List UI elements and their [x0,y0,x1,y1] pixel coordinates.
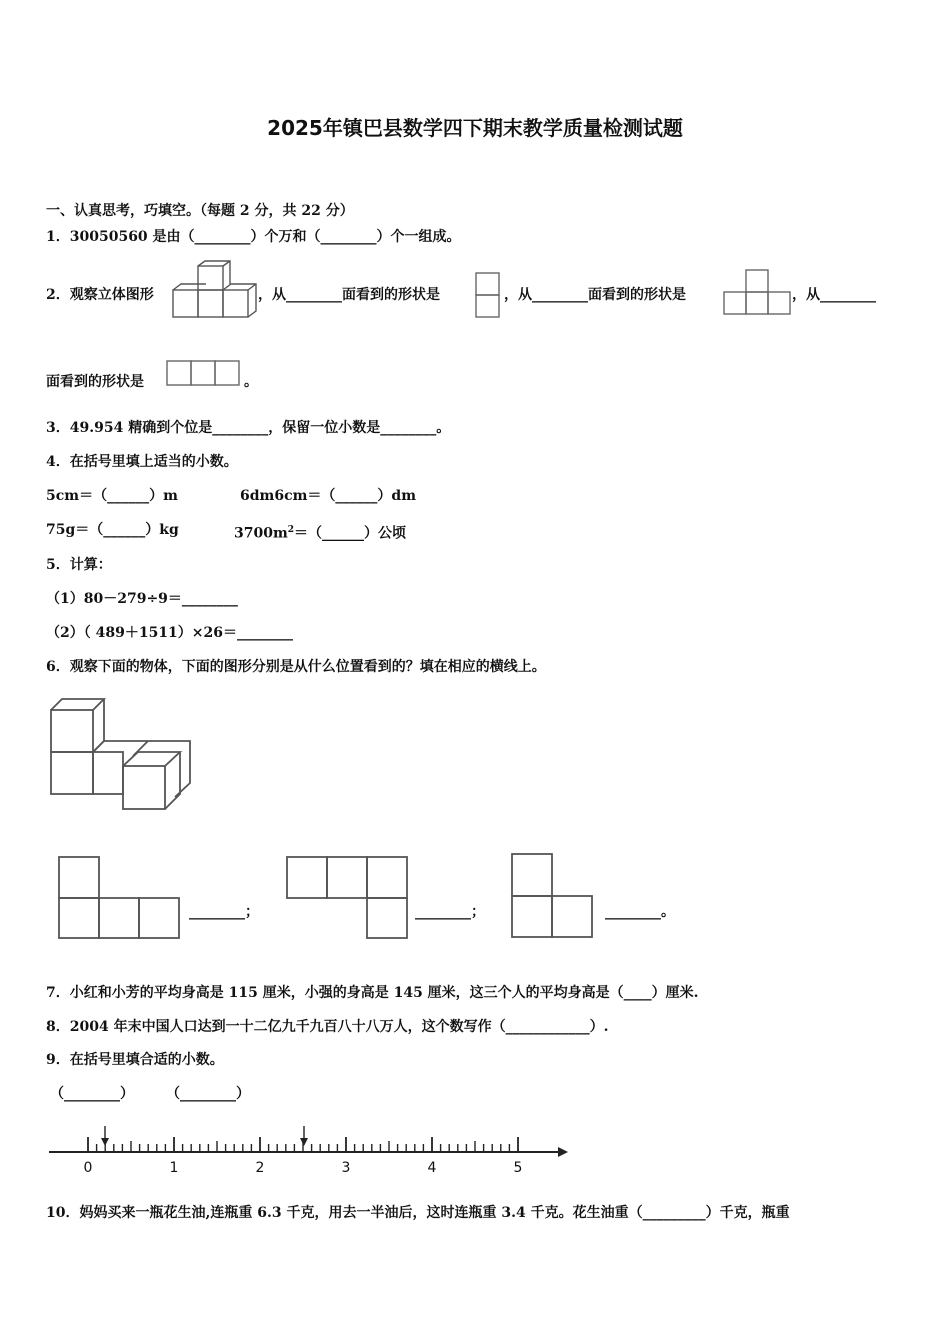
number-line-label: 1 [169,1160,179,1176]
number-line-label: 0 [83,1160,93,1176]
object-3d-icon [48,696,194,812]
question-4-b: 6dm6cm＝（______）dm [240,488,417,504]
number-line-arrowhead [558,1147,568,1157]
question-9-blank-2: （________） [166,1086,250,1102]
question-2-part5: 面看到的形状是 [46,374,144,390]
section-heading: 一、认真思考，巧填空。（每题 2 分，共 22 分） [46,203,354,219]
view-t-shape-icon [723,269,793,316]
view-three-row-icon [166,360,242,386]
question-8: 8．2004 年末中国人口达到一十二亿九千九百八十八万人，这个数写作（____________）. [46,1019,609,1035]
question-4-a: 5cm＝（______）m [46,488,178,504]
question-6: 6．观察下面的物体，下面的图形分别是从什么位置看到的？填在相应的横线上。 [46,659,546,675]
question-3: 3．49.954 精确到个位是________，保留一位小数是________。 [46,420,451,436]
number-line-label: 4 [427,1160,437,1176]
number-line-label: 5 [513,1160,523,1176]
solid-figure-icon [172,260,260,320]
view-top-shape-icon [285,856,409,940]
question-4-d [234,520,406,544]
number-line [46,1120,570,1178]
question-2-part4: ，从________ [792,287,876,303]
question-2-part6: 。 [244,374,258,390]
question-6-blank-3: ________。 [605,904,675,920]
question-2-part3: ，从________面看到的形状是 [504,287,686,303]
question-5-a: （1）80－279÷9＝________ [46,591,238,607]
question-4-d-sup: 2 [287,525,295,535]
view-l-shape-icon [57,856,181,940]
question-4-c: 75g＝（______）kg [46,522,179,538]
question-5: 5．计算： [46,557,112,573]
marker-arrow-2 [300,1126,308,1146]
question-4-d-pre: 3700m [234,525,288,542]
page-title: 2025年镇巴县数学四下期末教学质量检测试题 [267,116,683,140]
question-6-blank-2: ________； [415,904,485,920]
number-line-label: 2 [255,1160,265,1176]
question-9-blank-1: （________） [50,1086,134,1102]
question-6-blank-1: ________； [189,904,259,920]
question-4-d-post: ＝（______）公顷 [294,525,407,542]
marker-arrow-1 [101,1126,109,1146]
question-10: 10．妈妈买来一瓶花生油,连瓶重 6.3 千克，用去一半油后，这时连瓶重 3.4 千克。花生油重（_________）千克，瓶重 [46,1205,790,1221]
question-9: 9．在括号里填合适的小数。 [46,1052,224,1068]
number-line-label: 3 [341,1160,351,1176]
question-1: 1．30050560 是由（________）个万和（________）个一组成。 [46,229,461,245]
question-5-b: （2）（ 489＋1511）×26＝________ [46,625,294,641]
view-side-shape-icon [510,853,594,939]
question-4: 4．在括号里填上适当的小数。 [46,454,238,470]
question-2-part1: 2．观察立体图形 [46,287,154,303]
question-7: 7．小红和小芳的平均身高是 115 厘米，小强的身高是 145 厘米，这三个人的平均身高是（____）厘米. [46,985,699,1001]
view-single-stack-icon [475,272,501,318]
question-2-part2: ，从________面看到的形状是 [258,287,440,303]
